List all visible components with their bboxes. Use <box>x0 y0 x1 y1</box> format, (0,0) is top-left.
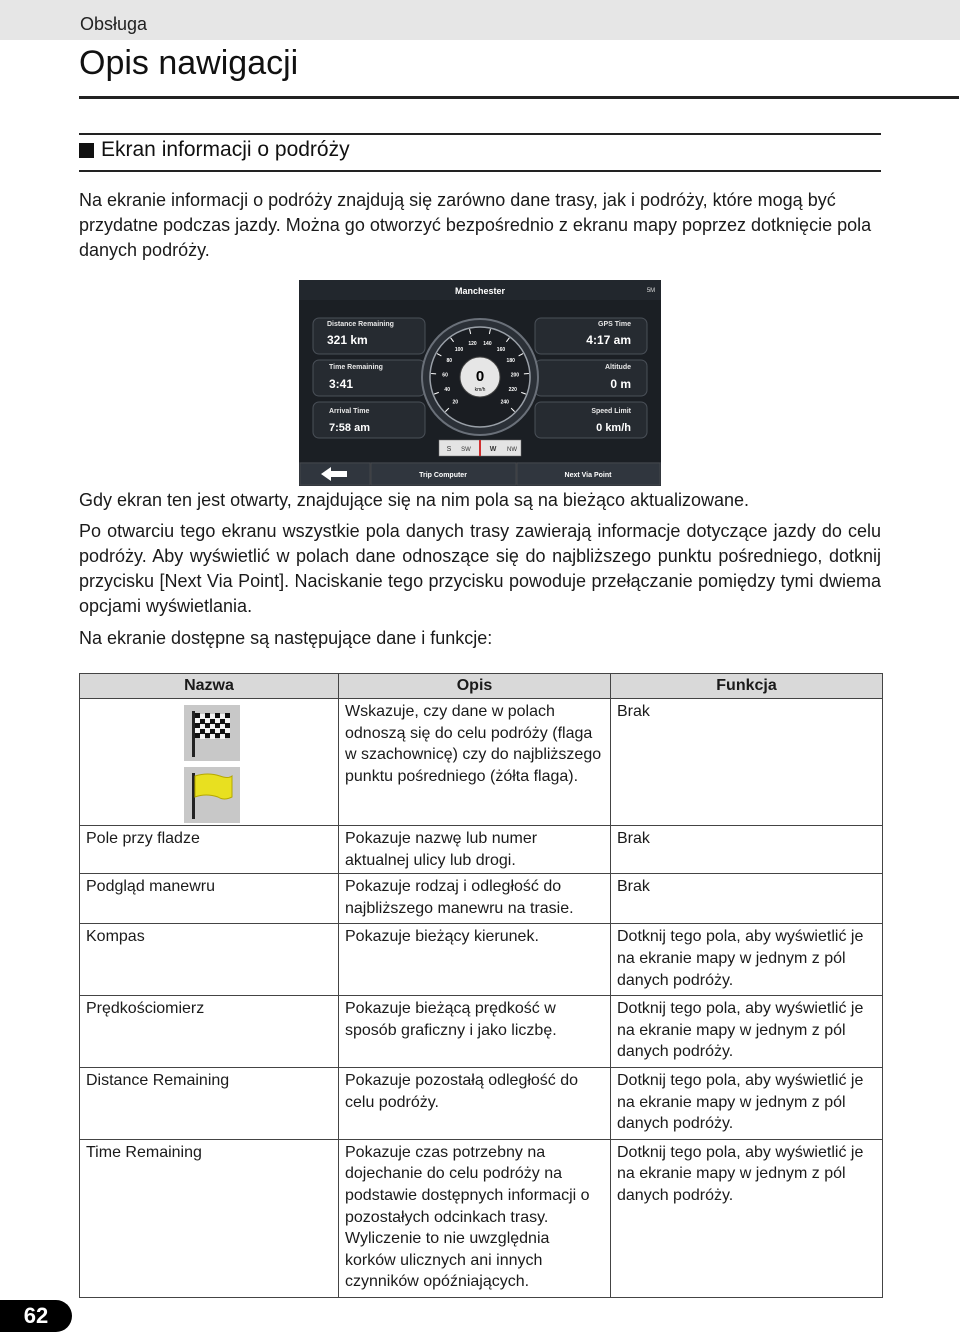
time-remaining-label: Time Remaining <box>329 364 383 371</box>
cell-name: Kompas <box>80 924 339 996</box>
cell-name: Podgląd manewru <box>80 874 339 924</box>
cell-name: Time Remaining <box>80 1139 339 1297</box>
trip-computer-button[interactable] <box>371 463 516 485</box>
page-title: Opis nawigacji <box>79 44 299 82</box>
city-name: Manchester <box>454 286 506 296</box>
compass-needle <box>479 440 481 456</box>
distance-remaining-field[interactable] <box>313 318 425 354</box>
cell-desc: Pokazuje bieżącą prędkość w sposób graficzny i jako liczbę. <box>339 996 611 1068</box>
table-row <box>80 699 883 826</box>
cell-func: Brak <box>611 826 883 874</box>
header-desc: Opis <box>339 674 611 699</box>
distance-remaining-label: Distance Remaining <box>327 321 394 328</box>
arrival-time-field[interactable] <box>313 402 425 438</box>
next-via-point-label: Next Via Point <box>564 472 612 479</box>
speed-unit: km/h <box>474 387 486 393</box>
features-table <box>79 673 883 1298</box>
chapter-label: Obsługa <box>80 14 148 34</box>
title-divider <box>79 96 959 99</box>
dial-label: 60 <box>442 372 448 379</box>
cell-desc: Pokazuje rodzaj i odległość do najbliższego manewru na trasie. <box>339 874 611 924</box>
header-name: Nazwa <box>80 674 339 699</box>
dial-label: 240 <box>500 399 509 406</box>
section-heading-text: Ekran informacji o podróży <box>101 138 350 161</box>
cell-func: Dotknij tego pola, aby wyświetlić je na ekranie mapy w jednym z pól danych podróży. <box>611 924 883 996</box>
section-divider-top <box>79 133 881 135</box>
dial-label: 40 <box>444 387 450 394</box>
square-bullet-icon <box>79 143 94 158</box>
flags-cell <box>80 699 339 826</box>
dial-label: 180 <box>506 358 515 365</box>
table-row <box>80 826 883 874</box>
cell-desc: Pokazuje czas potrzebny na dojechanie do celu podróży na podstawie dostępnych informacji o pozostałych odcinkach trasy. Wyliczenie to nie uwzględnia korków ulicznych ani innych czynników opóźniających. <box>339 1139 611 1297</box>
table-row <box>80 1067 883 1139</box>
table-row <box>80 1139 883 1297</box>
paragraph-4: Na ekranie dostępne są następujące dane i funkcje: <box>79 628 493 648</box>
checkered-flag-icon <box>184 705 240 761</box>
dial-label: 100 <box>454 346 464 353</box>
cell-name: Distance Remaining <box>80 1067 339 1139</box>
distance-remaining-value: 321 km <box>327 333 368 347</box>
paragraph-2: Gdy ekran ten jest otwarty, znajdujące się na nim pola są na bieżąco aktualizowane. <box>79 490 750 510</box>
table-row <box>80 996 883 1068</box>
dial-label: 140 <box>483 340 492 347</box>
altitude-label: Altitude <box>604 364 631 371</box>
dial-label: 160 <box>496 346 506 353</box>
compass-s: S <box>446 446 452 453</box>
intro-paragraph: Na ekranie informacji o podróży znajdują się zarówno dane trasy, jak i podróży, które mogą być przydatne podczas jazdy. Można go otworzyć bezpośrednio z ekranu mapy poprzez dotknięcie pola danych podróży. <box>79 190 872 260</box>
cell-func: Brak <box>611 874 883 924</box>
dial-label: 20 <box>452 399 459 406</box>
header-func: Funkcja <box>611 674 883 699</box>
cell-name: Prędkościomierz <box>80 996 339 1068</box>
gps-time-label: GPS Time <box>598 321 631 328</box>
corner-indicator: 5M <box>646 288 656 294</box>
dial-label: 200 <box>510 372 520 379</box>
gps-time-value: 4:17 am <box>586 333 631 347</box>
altitude-value: 0 m <box>610 377 631 391</box>
compass-sw: SW <box>461 447 471 453</box>
cell-name: Pole przy fladze <box>80 826 339 874</box>
paragraph-3: Po otwarciu tego ekranu wszystkie pola danych trasy zawierają informacje dotyczące jazdy do celu podróży. Aby wyświetlić w polach dane odnoszące się do najbliższego punktu pośredniego, dotknij przycisku [Next Via Point]. Naciskanie tego przycisku powoduje przełączanie pomiędzy tymi dwiema opcjami wyświetlania. <box>79 521 881 616</box>
time-remaining-value: 3:41 <box>329 377 354 391</box>
cell-desc: Pokazuje nazwę lub numer aktualnej ulicy lub drogi. <box>339 826 611 874</box>
next-via-point-button[interactable] <box>517 463 660 485</box>
speed-limit-label: Speed Limit <box>591 408 631 415</box>
cell-func: Dotknij tego pola, aby wyświetlić je na ekranie mapy w jednym z pól danych podróży. <box>611 1139 883 1297</box>
compass-w: W <box>489 446 497 453</box>
altitude-field[interactable] <box>535 360 647 396</box>
speed-limit-value: 0 km/h <box>596 422 631 434</box>
cell-desc: Wskazuje, czy dane w polach odnoszą się do celu podróży (flaga w szachownicę) czy do najbliższego punktu pośredniego (żółta flaga). <box>339 699 611 826</box>
speedometer[interactable] <box>422 319 538 435</box>
trip-computer-label: Trip Computer <box>419 472 467 479</box>
arrival-time-value: 7:58 am <box>329 422 370 434</box>
dial-label: 220 <box>508 387 517 394</box>
cell-func: Dotknij tego pola, aby wyświetlić je na ekranie mapy w jednym z pól danych podróży. <box>611 1067 883 1139</box>
table-row <box>80 874 883 924</box>
trip-info-screenshot <box>299 280 661 486</box>
time-remaining-field[interactable] <box>313 360 425 396</box>
table-header-row <box>80 674 883 699</box>
cell-desc: Pokazuje bieżący kierunek. <box>339 924 611 996</box>
arrival-time-label: Arrival Time <box>329 408 370 415</box>
back-button[interactable] <box>300 463 370 485</box>
section-divider-bottom <box>79 170 881 172</box>
page-number: 62 <box>0 1300 72 1332</box>
compass-strip[interactable] <box>439 440 521 456</box>
cell-desc: Pokazuje pozostałą odległość do celu podróży. <box>339 1067 611 1139</box>
speed-value: 0 <box>475 368 485 385</box>
dial-label: 80 <box>446 358 453 365</box>
dial-label: 120 <box>468 340 477 347</box>
cell-func: Dotknij tego pola, aby wyświetlić je na ekranie mapy w jednym z pól danych podróży. <box>611 996 883 1068</box>
section-heading <box>79 138 350 162</box>
gps-time-field[interactable] <box>535 318 647 354</box>
yellow-flag-icon <box>184 767 240 823</box>
cell-func: Brak <box>611 699 883 826</box>
table-row <box>80 924 883 996</box>
speed-limit-field[interactable] <box>535 402 647 438</box>
compass-nw: NW <box>507 447 517 453</box>
